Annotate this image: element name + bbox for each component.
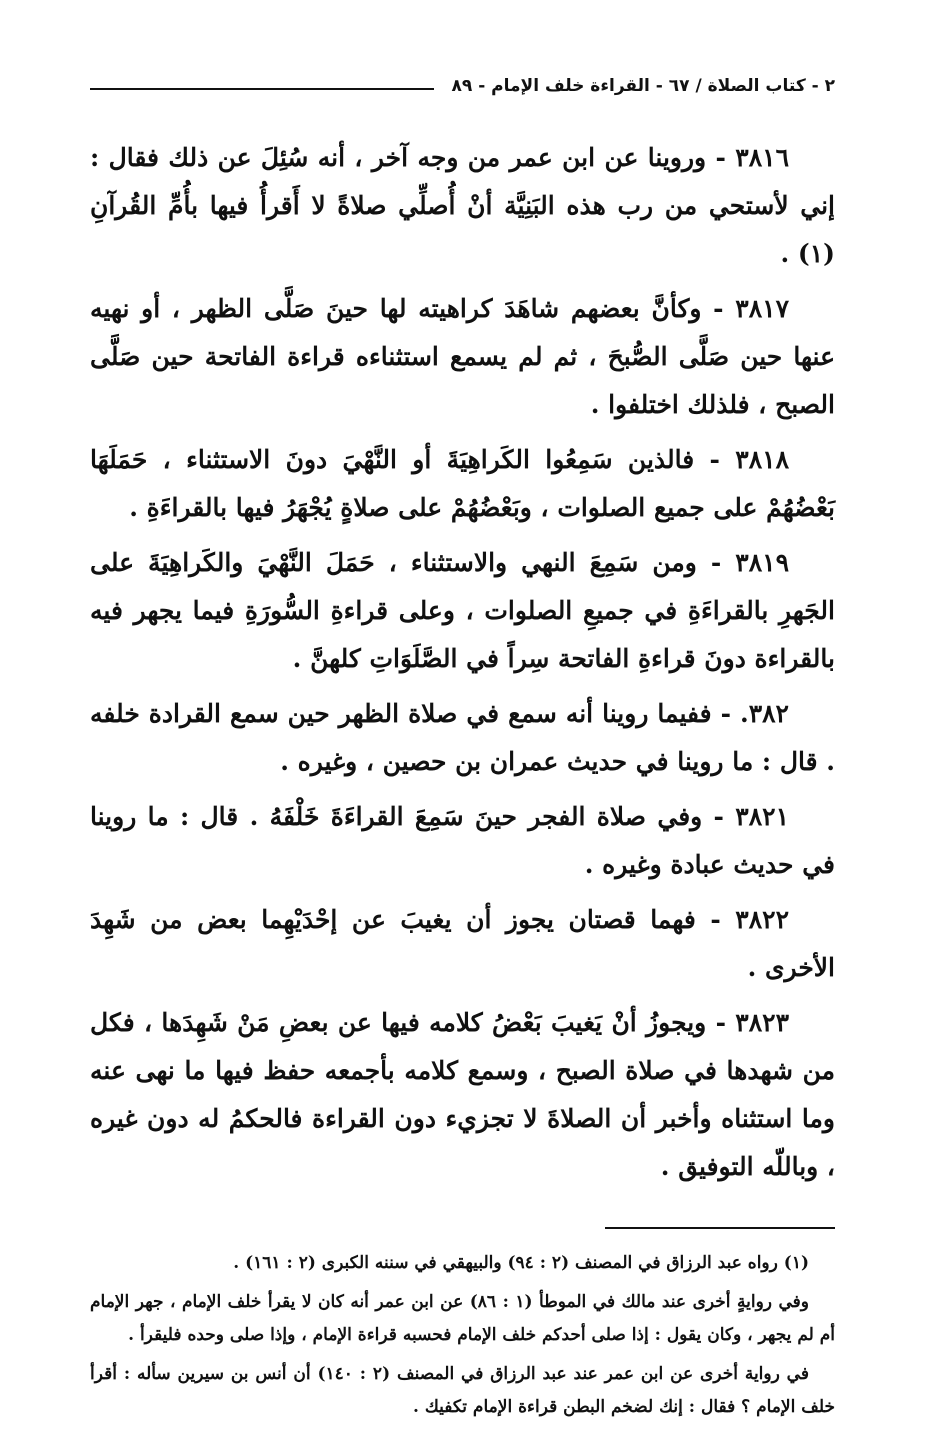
footnotes [90,1247,835,1424]
book-page [90,66,835,1430]
paragraph-3816: ٣٨١٦ - وروينا عن ابن عمر من وجه آخر ، أنه سُئِلَ عن ذلك فقال : إني لأستحي من رب هذه البَنِيَّة أنْ أُصلِّي صلاةً لا أَقرأُ فيها بأُمِّ القُرآنِ (١) . [90,143,835,268]
paragraph-3817: ٣٨١٧ - وكأنَّ بعضهم شاهَدَ كراهيته لها حينَ صَلَّى الظهر ، أو نهيه عنها حين صَلَّى الصُّبحَ ، ثم لم يسمع استثناءه قراءة الفاتحة حين صَلَّى الصبح ، فلذلك اختلفوا . [90,294,835,419]
running-title: ٢ - كتاب الصلاة / ٦٧ - القراءة خلف الإمام - ٨٩ [451,76,835,96]
paragraph-3822: ٣٨٢٢ - فهما قصتان يجوز أن يغيبَ عن إحْدَيْهِما بعض من شَهِدَ الأخرى . [90,905,835,982]
paragraph-3819: ٣٨١٩ - ومن سَمِعَ النهي والاستثناء ، حَمَلَ النَّهْيَ والكَراهِيَةَ على الجَهرِ بالقراءَةِ في جميعِ الصلوات ، وعلى قراءةِ السُّورَةِ فيما يجهر فيه بالقراءة دونَ قراءةِ الفاتحة سِراً في الصَّلَوَاتِ كلهنَّ . [90,548,835,673]
running-header [90,66,835,106]
footnote-continuation-malik: وفي روايةٍ أخرى عند مالك في الموطأ (١ : ٨٦) عن ابن عمر أنه كان لا يقرأ خلف الإمام ، جهر الإمام أم لم يجهر ، وكان يقول : إذا صلى أحدكم خلف الإمام فحسبه قراءة الإمام ، وإذا صلى وحده فليقرأ . [90,1292,835,1345]
header-rule [90,88,434,90]
main-text [90,134,835,1191]
paragraph-3818: ٣٨١٨ - فالذين سَمِعُوا الكَراهِيَةَ أو النَّهْيَ دونَ الاستثناء ، حَمَلَهَا بَعْضُهُمْ على جميع الصلوات ، وبَعْضُهُمْ على صلاةٍ يُجْهَرُ فيها بالقراءَةِ . [90,445,835,522]
footnote-1: (١) رواه عبد الرزاق في المصنف (٢ : ٩٤) والبيهقي في سننه الكبرى (٢ : ١٦١) . [233,1253,809,1273]
paragraph-3820: ٣٨٢. - ففيما روينا أنه سمع في صلاة الظهر حين سمع القرادة خلفه . قال : ما روينا في حديث عمران بن حصين ، وغيره . [90,699,835,776]
footnote-separator [605,1227,835,1229]
paragraph-3823: ٣٨٢٣ - ويجوزُ أنْ يَغيبَ بَعْضُ كلامه فيها عن بعضِ مَنْ شَهِدَها ، فكل من شهدها في صلاة الصبح ، وسمع كلامه بأجمعه حفظ فيها ما نهى عنه وما استثناه وأخبر أن الصلاةَ لا تجزيء دون القراءة فالحكمُ له دون غيره ، وباللّه التوفيق . [90,1008,835,1181]
footnote-continuation-abdurrazzaq: في رواية أخرى عن ابن عمر عند عبد الرزاق في المصنف (٢ : ١٤٠) أن أنس بن سيرين سأله : أقرأ خلف الإمام ؟ فقال : إنك لضخم البطن قراءة الإمام تكفيك . [90,1364,835,1417]
paragraph-3821: ٣٨٢١ - وفي صلاة الفجر حينَ سَمِعَ القراءَةَ خَلْفَهُ . قال : ما روينا في حديث عبادة وغيره . [90,802,835,879]
